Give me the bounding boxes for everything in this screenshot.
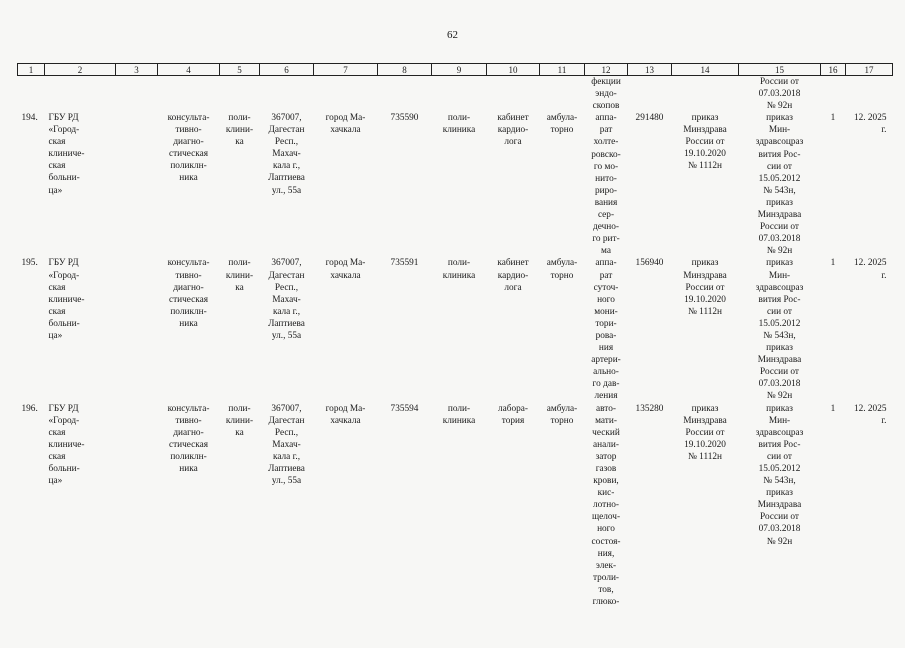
unit-kind: поли- клини- ка bbox=[225, 113, 254, 148]
page-number: 62 bbox=[447, 29, 458, 41]
city: город Ма- хачкала bbox=[325, 113, 366, 136]
column-number: 6 bbox=[260, 64, 314, 76]
due-date: 12. 2025 г. bbox=[853, 258, 887, 281]
code: 735591 bbox=[390, 258, 419, 269]
due-date: 12. 2025 г. bbox=[853, 403, 887, 426]
organization-name: ГБУ РД «Город- ская клиниче- ская больни- ца» bbox=[48, 258, 85, 341]
column-number: 11 bbox=[540, 64, 585, 76]
amount: 135280 bbox=[635, 403, 664, 414]
address: 367007, Дагестан Респ., Махач- кала г., Лаптиева ул., 55а bbox=[268, 113, 305, 196]
row-number: 195. bbox=[21, 258, 38, 269]
care-mode: амбула- торно bbox=[546, 258, 578, 281]
order-reference: приказ Минздрава России от 19.10.2020 № 1112н bbox=[683, 258, 727, 317]
column-number: 1 bbox=[18, 64, 45, 76]
unit-type: консульта- тивно- диагно- стическая поликлн- ника bbox=[167, 258, 210, 329]
column-number: 8 bbox=[378, 64, 432, 76]
code: 735590 bbox=[390, 113, 419, 123]
unit-kind: поли- клини- ка bbox=[225, 258, 254, 293]
regulations: приказ Мин- здравсоцраз вития Рос- сии от 15.05.2012 № 543н, приказ Минздрава России от 07.03.2018 № 92н bbox=[755, 258, 804, 402]
column-number: 10 bbox=[487, 64, 540, 76]
equipment-table bbox=[17, 63, 893, 648]
quantity: 1 bbox=[830, 113, 836, 123]
department: поли- клиника bbox=[442, 113, 476, 136]
city: город Ма- хачкала bbox=[325, 258, 366, 281]
organization-name: ГБУ РД «Город- ская клиниче- ская больни- ца» bbox=[48, 403, 85, 487]
organization-name: ГБУ РД «Город- ская клиниче- ская больни- ца» bbox=[48, 113, 85, 196]
column-number-row bbox=[18, 64, 893, 76]
due-date: 12. 2025 г. bbox=[853, 113, 887, 136]
quantity: 1 bbox=[830, 258, 836, 269]
row-number: 194. bbox=[21, 113, 38, 123]
unit-type: консульта- тивно- диагно- стическая поликлн- ника bbox=[167, 403, 210, 474]
regulations: приказ Мин- здравсоцраз вития Рос- сии от 15.05.2012 № 543н, приказ Минздрава России от 07.03.2018 № 92н bbox=[755, 403, 804, 547]
order-reference: приказ Минздрава России от 19.10.2020 № 1112н bbox=[683, 403, 727, 462]
equipment-name: авто- мати- ческий анали- затор газов крови, кис- лотно- щелоч- ного состоя- ния, элек- троли- тов, глюко- bbox=[591, 403, 621, 608]
column-number: 5 bbox=[220, 64, 260, 76]
column-number: 17 bbox=[846, 64, 893, 76]
column-number: 12 bbox=[585, 64, 628, 76]
equipment-name: аппа- рат суточ- ного мони- тори- рова- ния артери- ально- го дав- ления bbox=[591, 258, 621, 402]
address: 367007, Дагестан Респ., Махач- кала г., Лаптиева ул., 55а bbox=[268, 258, 305, 341]
room: лабора- тория bbox=[497, 403, 528, 426]
column-number: 14 bbox=[672, 64, 739, 76]
room: кабинет кардио- лога bbox=[497, 113, 529, 148]
table-row bbox=[18, 76, 893, 258]
address: 367007, Дагестан Респ., Махач- кала г., Лаптиева ул., 55а bbox=[268, 403, 305, 487]
department: поли- клиника bbox=[442, 258, 476, 281]
column-number: 16 bbox=[821, 64, 846, 76]
department: поли- клиника bbox=[442, 403, 476, 426]
table-row bbox=[18, 257, 893, 402]
amount: 291480 bbox=[635, 113, 664, 123]
amount: 156940 bbox=[635, 258, 664, 269]
regulations: России от 07.03.2018 № 92н приказ Мин- здравсоцраз вития Рос- сии от 15.05.2012 № 543н, приказ Минздрава России от 07.03.2018 № 92н bbox=[755, 77, 804, 257]
column-3-value bbox=[116, 76, 158, 258]
column-number: 13 bbox=[628, 64, 672, 76]
quantity: 1 bbox=[830, 403, 836, 414]
care-mode: амбула- торно bbox=[546, 113, 578, 136]
column-number: 3 bbox=[116, 64, 158, 76]
column-number: 4 bbox=[158, 64, 220, 76]
unit-kind: поли- клини- ка bbox=[225, 403, 254, 438]
unit-type: консульта- тивно- диагно- стическая поликлн- ника bbox=[167, 113, 210, 184]
column-number: 9 bbox=[432, 64, 487, 76]
room: кабинет кардио- лога bbox=[497, 258, 529, 293]
care-mode: амбула- торно bbox=[546, 403, 578, 426]
code: 735594 bbox=[390, 403, 419, 414]
column-number: 7 bbox=[314, 64, 378, 76]
column-3-value bbox=[116, 403, 158, 648]
table-row bbox=[18, 403, 893, 648]
order-reference: приказ Минздрава России от 19.10.2020 № 1112н bbox=[683, 113, 727, 172]
row-number: 196. bbox=[21, 403, 38, 414]
city: город Ма- хачкала bbox=[325, 403, 366, 426]
column-number: 2 bbox=[45, 64, 116, 76]
column-3-value bbox=[116, 257, 158, 402]
column-number: 15 bbox=[739, 64, 821, 76]
equipment-name: фекции эндо- скопов аппа- рат холте- ровско- го мо- нито- риро- вания сер- дечно- го рит- ма bbox=[591, 77, 621, 257]
